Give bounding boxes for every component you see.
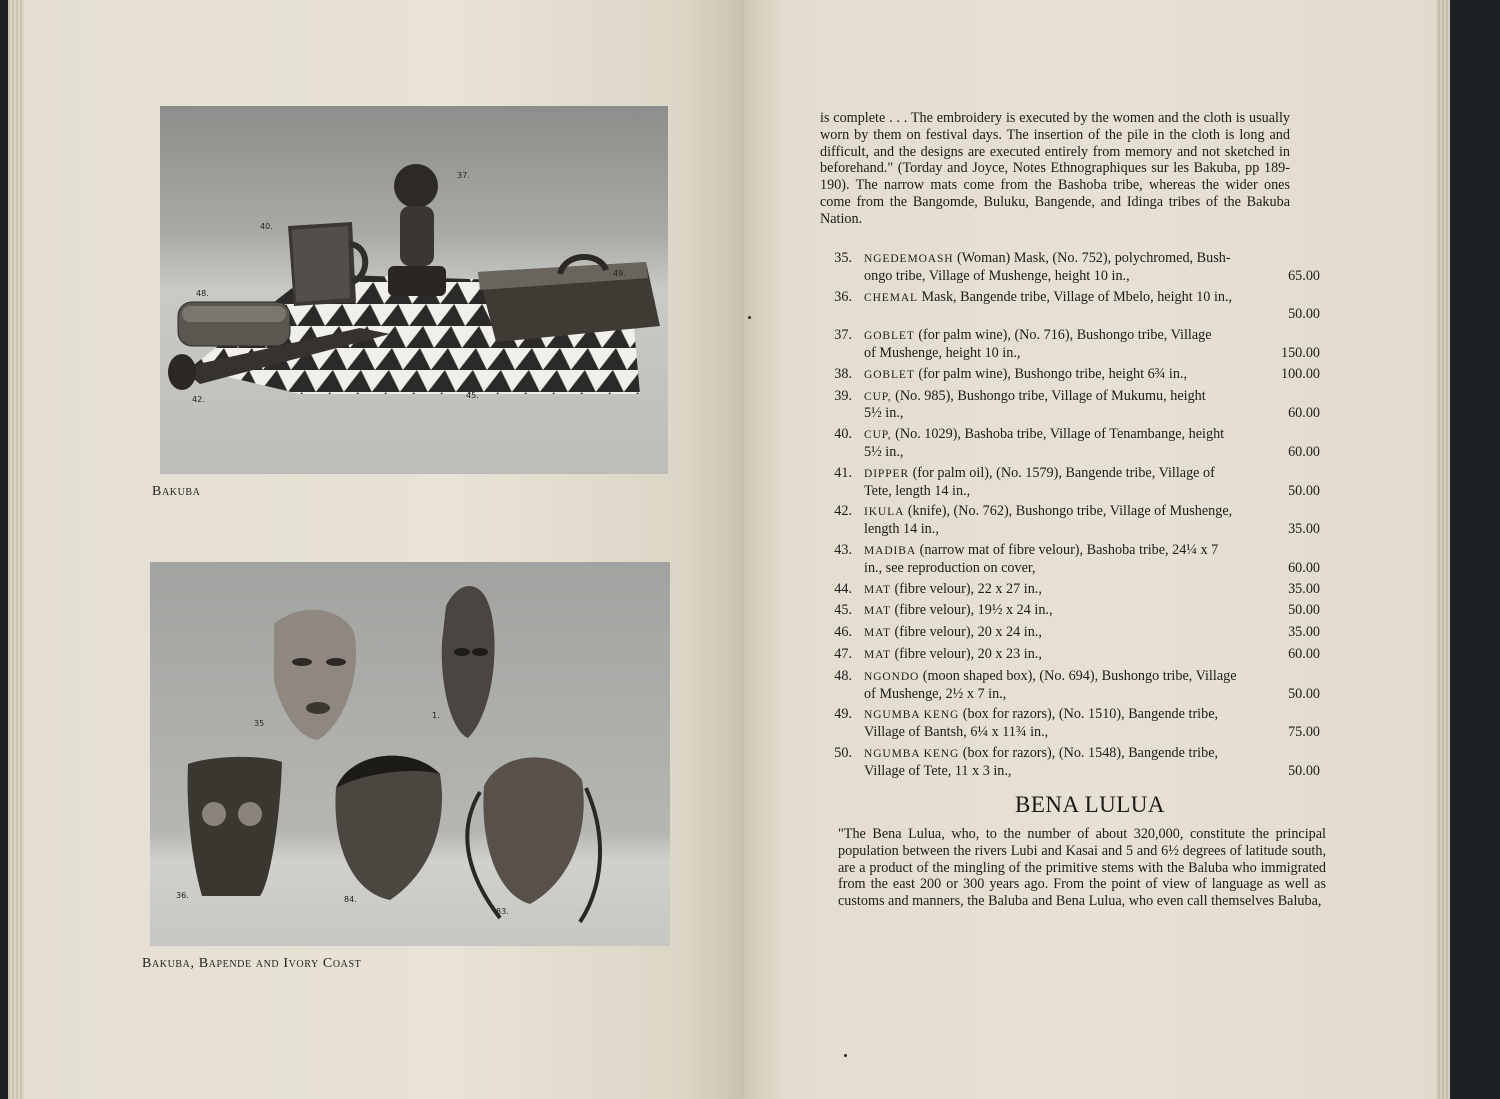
section-paragraph: "The Bena Lulua, who, to the number of about 320,000, constitute the principal population between the rivers Lubi and Kasai and 5 and 6½ degrees of latitude south, are a product of the mingling of the primitive stems with the Baluba who immigrated from the east 200 or 300 years ago. From the point of view of language as well as customs and manners, the Baluba and Bena Lulua, who even call themselves Baluba,: [838, 826, 1326, 910]
entry-price: 60.00: [1288, 559, 1320, 576]
entry-price: 50.00: [1288, 685, 1320, 702]
entry-name: IKULA: [864, 506, 905, 519]
catalog-entry: [820, 706, 1320, 741]
photo1-caption: Bakuba: [152, 484, 201, 499]
entry-description: (knife), (No. 762), Bushongo tribe, Village of Mushenge,: [904, 503, 1233, 520]
entry-name: MADIBA: [864, 544, 917, 557]
entry-price: 35.00: [1288, 580, 1320, 597]
entry-name: NGUMBA KENG: [864, 747, 960, 760]
entry-description-continued: length 14 in.,: [864, 521, 939, 538]
entry-number: 49.: [834, 706, 852, 723]
entry-price: 60.00: [1288, 645, 1320, 662]
entry-name: MAT: [864, 583, 891, 596]
entry-number: 45.: [834, 602, 852, 619]
entry-price: 50.00: [1288, 482, 1320, 499]
entry-number: 41.: [834, 464, 852, 481]
intro-paragraph: is complete . . . The embroidery is executed by the women and the cloth is usually worn by them on festival days. The insertion of the pile in the cloth is long and difficult, and the designs are executed entirely from memory and not sketched in beforehand." (Torday and Joyce, Notes Ethnographiques sur les Bakuba, pp 189-190). The narrow mats come from the Bashoba tribe, whereas the wider ones come from the Bangomde, Buluku, Bangende, and Idinga tribes of the Bakuba Nation.: [820, 110, 1290, 227]
entry-description-continued: 5½ in.,: [864, 405, 904, 422]
entry-description: (for palm wine), (No. 716), Bushongo tribe, Village: [914, 327, 1212, 344]
entry-price: 50.00: [1288, 762, 1320, 779]
photo2-caption: Bakuba, Bapende and Ivory Coast: [142, 956, 362, 971]
entry-name: NGEDEMOASH: [864, 253, 954, 265]
entry-description-continued: 5½ in.,: [864, 443, 904, 460]
entry-price: 60.00: [1288, 405, 1320, 422]
entry-price: 65.00: [1288, 267, 1320, 284]
entry-number: 42.: [834, 503, 852, 520]
entry-price: 50.00: [1288, 306, 1320, 323]
catalog-entry: [820, 602, 1320, 620]
catalog-entry: [820, 465, 1320, 500]
entry-description: (fibre velour), 22 x 27 in.,: [890, 580, 1042, 597]
photo-bakuba-objects: [160, 106, 668, 474]
catalog-entry: [820, 366, 1320, 384]
photo2-label-1: 1.: [432, 711, 440, 720]
entry-description: (fibre velour), 19½ x 24 in.,: [890, 602, 1053, 619]
entry-name: MAT: [864, 648, 891, 661]
entry-number: 36.: [834, 288, 852, 305]
entry-number: 38.: [834, 365, 852, 382]
entry-description: (box for razors), (No. 1548), Bangende tribe,: [959, 744, 1219, 761]
entry-description: (narrow mat of fibre velour), Bashoba tribe, 24¼ x 7: [916, 541, 1219, 558]
entry-number: 35.: [834, 250, 852, 266]
entry-price: 50.00: [1288, 602, 1320, 619]
catalog-entry: [820, 388, 1320, 423]
photo1-label-37: 37.: [457, 171, 470, 180]
entry-name: NGUMBA KENG: [864, 709, 960, 722]
entry-name: MAT: [864, 605, 891, 618]
entry-description: (fibre velour), 20 x 23 in.,: [890, 645, 1042, 662]
photo1-label-45: 45.: [466, 391, 479, 400]
entry-name: DIPPER: [864, 467, 910, 480]
catalog-entry: [820, 581, 1320, 599]
photo-masks: [150, 562, 670, 946]
entry-description-continued: of Mushenge, height 10 in.,: [864, 344, 1021, 361]
entry-price: 60.00: [1288, 443, 1320, 460]
entry-description: (box for razors), (No. 1510), Bangende tribe,: [959, 706, 1219, 723]
entry-description: (No. 985), Bushongo tribe, Village of Mukumu, height: [891, 387, 1206, 404]
entry-description: Mask, Bangende tribe, Village of Mbelo, height 10 in.,: [917, 288, 1233, 305]
catalog-entry: [820, 542, 1320, 577]
catalog-entry: [820, 327, 1320, 362]
catalog-entry: [820, 250, 1320, 285]
entry-price: 150.00: [1280, 344, 1320, 361]
photo1-label-42: 42.: [192, 395, 205, 404]
entry-number: 48.: [834, 667, 852, 684]
entry-description-continued: Village of Bantsh, 6¼ x 11¾ in.,: [864, 724, 1049, 741]
catalog-entry: [820, 745, 1320, 780]
catalog-entries-list: [820, 250, 1320, 784]
entry-price: 35.00: [1288, 521, 1320, 538]
photo-bakuba-objects-image: [160, 106, 668, 474]
photo1-label-49: 49.: [613, 269, 626, 278]
entry-description: (for palm oil), (No. 1579), Bangende tribe, Village of: [909, 464, 1215, 481]
photo2-label-35: 35: [254, 719, 265, 728]
entry-name: GOBLET: [864, 330, 915, 343]
entry-number: 46.: [834, 624, 852, 641]
entry-name: MAT: [864, 627, 891, 640]
entry-description-continued: in., see reproduction on cover,: [864, 559, 1036, 576]
catalog-entry: [820, 426, 1320, 461]
photo2-label-36: 36.: [176, 891, 189, 900]
photo2-label-84: 84.: [344, 895, 357, 904]
entry-number: 37.: [834, 327, 852, 344]
catalog-entry: [820, 668, 1320, 703]
page-mark-dot: [844, 1054, 847, 1057]
entry-name: CUP,: [864, 429, 892, 442]
entry-name: CHEMAL: [864, 291, 918, 304]
entry-description-continued: Village of Tete, 11 x 3 in.,: [864, 762, 1012, 779]
photo1-label-48: 48.: [196, 289, 209, 298]
entry-number: 43.: [834, 541, 852, 558]
catalog-entry: [820, 503, 1320, 538]
entry-name: GOBLET: [864, 368, 915, 381]
entry-description-continued: ongo tribe, Village of Mushenge, height 10 in.,: [864, 267, 1130, 284]
entry-description-continued: of Mushenge, 2½ x 7 in.,: [864, 685, 1007, 702]
entry-description: (No. 1029), Bashoba tribe, Village of Tenambange, height: [891, 426, 1225, 443]
entry-price: 35.00: [1288, 624, 1320, 641]
entry-name: NGONDO: [864, 670, 920, 683]
entry-name: CUP,: [864, 390, 892, 403]
section-heading: BENA LULUA: [1014, 792, 1166, 817]
catalog-entry: [820, 624, 1320, 642]
entry-number: 44.: [834, 580, 852, 597]
entry-number: 39.: [834, 387, 852, 404]
entry-description: (Woman) Mask, (No. 752), polychromed, Bush-: [953, 250, 1231, 266]
entry-price: 100.00: [1280, 365, 1320, 382]
photo2-label-83: 83.: [496, 907, 509, 916]
entry-description: (for palm wine), Bushongo tribe, height 6¾ in.,: [914, 365, 1188, 382]
entry-description: (fibre velour), 20 x 24 in.,: [890, 624, 1042, 641]
entry-price: 75.00: [1288, 724, 1320, 741]
catalog-entry: [820, 289, 1320, 324]
margin-mark-dot: [748, 316, 751, 319]
page-edges-right: [1436, 0, 1450, 1099]
entry-number: 47.: [834, 645, 852, 662]
photo-masks-image: [150, 562, 670, 946]
catalog-entry: [820, 646, 1320, 664]
entry-description-continued: Tete, length 14 in.,: [864, 482, 971, 499]
photo1-label-40: 40.: [260, 222, 273, 231]
entry-number: 50.: [834, 744, 852, 761]
entry-number: 40.: [834, 426, 852, 443]
entry-description: (moon shaped box), (No. 694), Bushongo tribe, Village: [919, 667, 1237, 684]
